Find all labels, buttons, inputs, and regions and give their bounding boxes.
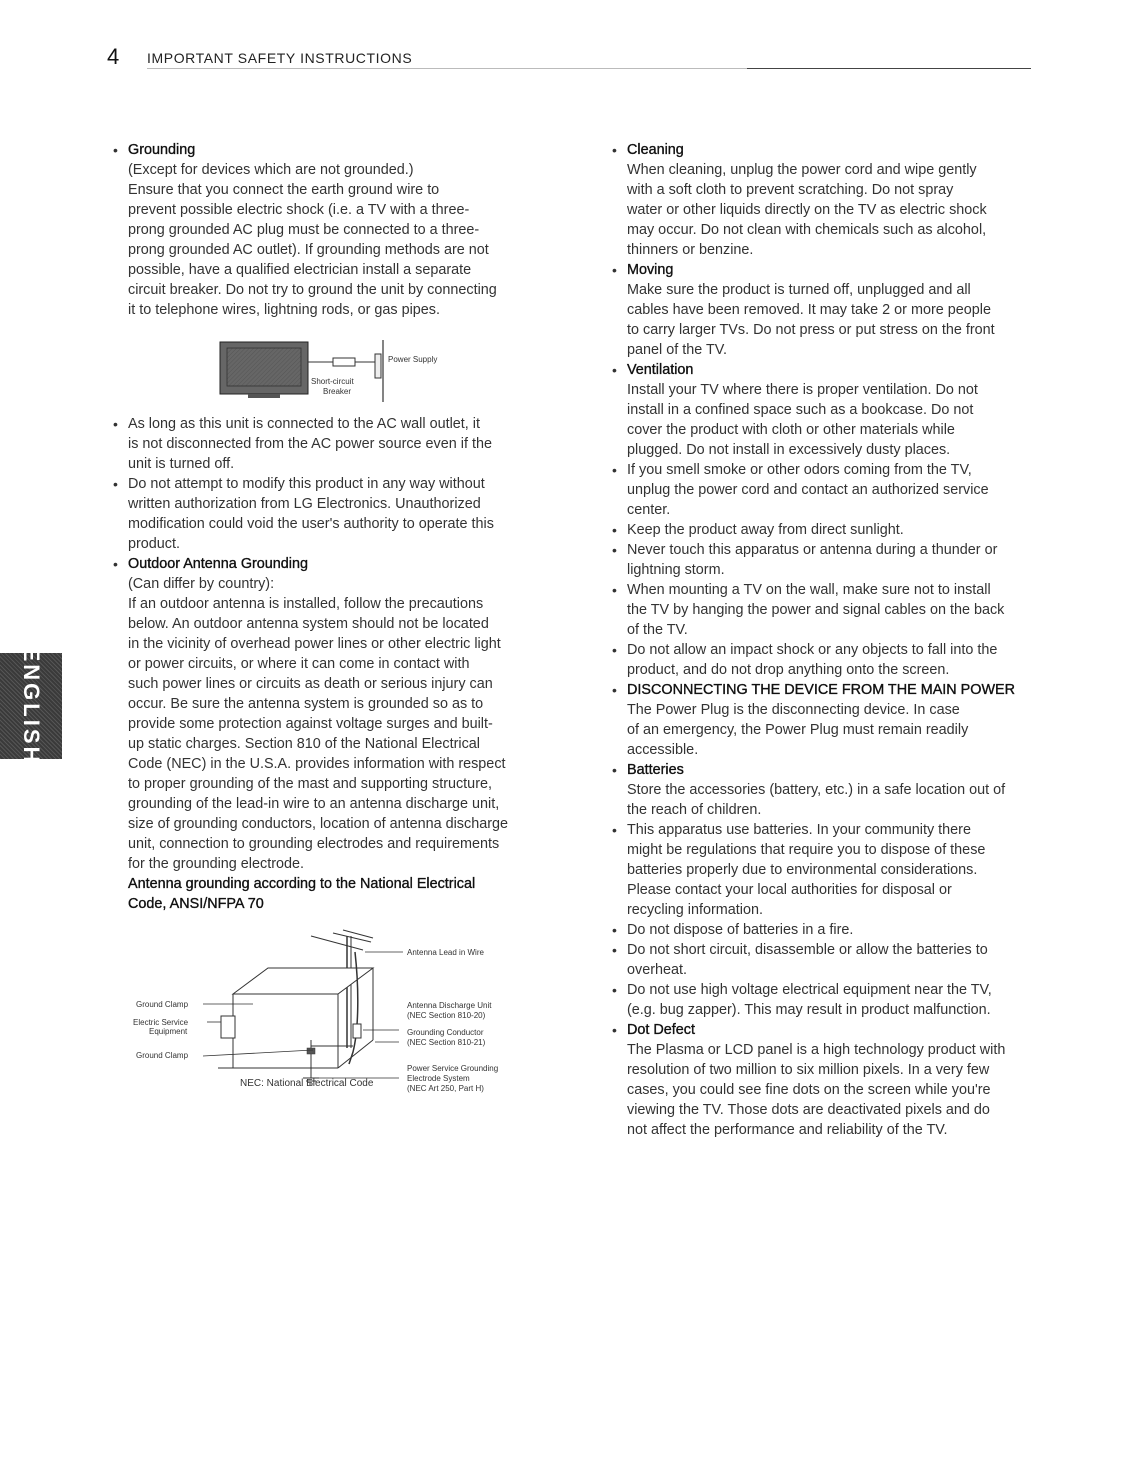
discharge-unit [353, 1024, 361, 1038]
regulations-note [612, 820, 1052, 920]
high-voltage-note [612, 980, 1052, 1020]
electrode-label: Power Service Grounding [407, 1064, 499, 1073]
fire-note [612, 920, 1052, 940]
service-box [221, 1016, 235, 1038]
text-line: for the grounding electrode. [128, 856, 305, 872]
text-line: (Can differ by country): [128, 576, 275, 592]
text-line: • Do not allow an impact shock or any objects to fall into the [627, 642, 998, 658]
text-line: written authorization from LG Electronics. Unauthorized [128, 496, 481, 512]
text-line: not affect the performance and reliability of the TV. [627, 1122, 948, 1138]
text-line: circuit breaker. Do not try to ground the unit by connecting [128, 282, 497, 298]
section-title: IMPORTANT SAFETY INSTRUCTIONS [147, 50, 413, 66]
breaker-label-2: Breaker [323, 387, 352, 396]
text-line: • As long as this unit is connected to the AC wall outlet, it [128, 416, 480, 432]
text-line: grounding of the lead-in wire to an antenna discharge unit, [128, 796, 500, 812]
conductor-label: (NEC Section 810-21) [407, 1038, 486, 1047]
text-line: • Do not use high voltage electrical equipment near the TV, [627, 982, 992, 998]
sunlight-note [612, 520, 1052, 540]
text-line: product. [128, 536, 180, 552]
text-line: • If you smell smoke or other odors coming from the TV, [627, 462, 972, 478]
language-tab [0, 646, 62, 766]
text-line: Make sure the product is turned off, unplugged and all [627, 282, 971, 298]
moving-section [612, 260, 1052, 360]
text-line: might be regulations that require you to dispose of these [627, 842, 986, 858]
breaker-icon [375, 354, 381, 378]
electrode-label: (NEC Art 250, Part H) [407, 1084, 484, 1093]
text-line: unit is turned off. [128, 456, 235, 472]
text-line: When cleaning, unplug the power cord and wipe gently [627, 162, 977, 178]
text-line: unplug the power cord and contact an authorized service [627, 482, 989, 498]
text-line: Ensure that you connect the earth ground wire to [128, 182, 440, 198]
text-line: provide some protection against voltage surges and built- [128, 716, 493, 732]
text-line: panel of the TV. [627, 342, 728, 358]
discharge-label: (NEC Section 810-20) [407, 1011, 486, 1020]
dot-defect-section [612, 1020, 1052, 1140]
text-line: center. [627, 502, 671, 518]
batteries-section [612, 760, 1052, 820]
text-line: product, and do not drop anything onto the screen. [627, 662, 950, 678]
text-line: with a soft cloth to prevent scratching. Do not spray [627, 182, 954, 198]
text-line: resolution of two million to six million pixels. In a very few [627, 1062, 990, 1078]
electric-service-label: Equipment [149, 1027, 188, 1036]
plug-icon [333, 358, 355, 366]
ventilation-section [612, 360, 1052, 460]
text-line: the reach of children. [627, 802, 762, 818]
right-column [612, 140, 1052, 1140]
text-line: Code (NEC) in the U.S.A. provides information with respect [128, 756, 506, 772]
text-line: Please contact your local authorities for disposal or [627, 882, 952, 898]
text-line: recycling information. [627, 902, 763, 918]
text-line: modification could void the user's authority to operate this [128, 516, 494, 532]
text-line: size of grounding conductors, location of antenna discharge [128, 816, 509, 832]
left-column [113, 140, 553, 1116]
antenna-grounding-diagram [113, 928, 553, 1116]
text-line: viewing the TV. Those dots are deactivated pixels and do [627, 1102, 990, 1118]
power-supply-label: Power Supply [388, 355, 438, 364]
text-line: The Power Plug is the disconnecting device. In case [627, 702, 960, 718]
batteries-title: • Batteries [627, 762, 684, 778]
text-line: prong grounded AC outlet). If grounding methods are not [128, 242, 489, 258]
text-line: such power lines or circuits as death or serious injury can [128, 676, 493, 692]
language-tab-label: ENGLISH [19, 646, 44, 766]
ac-outlet-note [113, 414, 553, 474]
text-line: prevent possible electric shock (i.e. a TV with a three- [128, 202, 470, 218]
grounding-figure [113, 340, 553, 406]
text-line: (e.g. bug zapper). This may result in product malfunction. [627, 1002, 991, 1018]
text-line: to proper grounding of the mast and supporting structure, [128, 776, 492, 792]
text-line: accessible. [627, 742, 699, 758]
text-line: thinners or benzine. [627, 242, 754, 258]
text-line: Install your TV where there is proper ventilation. Do not [627, 382, 978, 398]
text-line: If an outdoor antenna is installed, follow the precautions [128, 596, 484, 612]
text-line: occur. Be sure the antenna system is grounded so as to [128, 696, 484, 712]
text-line: batteries properly due to environmental considerations. [627, 862, 978, 878]
text-line: plugged. Do not install in excessively dusty places. [627, 442, 951, 458]
electrode-label: Electrode System [407, 1074, 470, 1083]
text-line: is not disconnected from the AC power source even if the [128, 436, 492, 452]
breaker-label-1: Short-circuit [311, 377, 354, 386]
text-line: the TV by hanging the power and signal cables on the back [627, 602, 1005, 618]
antenna-subheading: Antenna grounding according to the National Electrical [128, 876, 476, 892]
disconnect-section [612, 680, 1052, 760]
text-line: of an emergency, the Power Plug must remain readily [627, 722, 969, 738]
page-number: 4 [107, 44, 120, 69]
discharge-label: Antenna Discharge Unit [407, 1001, 492, 1010]
text-line: install in a confined space such as a bookcase. Do not [627, 402, 974, 418]
text-line: to carry larger TVs. Do not press or put stress on the front [627, 322, 995, 338]
wall-mount-note [612, 580, 1052, 640]
header-rule-accent [747, 68, 1031, 69]
text-line: • When mounting a TV on the wall, make sure not to install [627, 582, 991, 598]
text-line: may occur. Do not clean with chemicals such as alcohol, [627, 222, 987, 238]
grounding-diagram [113, 340, 553, 406]
text-line: prong grounded AC plug must be connected to a three- [128, 222, 480, 238]
conductor-label: Grounding Conductor [407, 1028, 484, 1037]
text-line: cables have been removed. It may take 2 or more people [627, 302, 991, 318]
text-line: cases, you could see fine dots on the screen while you're [627, 1082, 991, 1098]
text-line: of the TV. [627, 622, 688, 638]
thunder-note [612, 540, 1052, 580]
text-line: (Except for devices which are not grounded.) [128, 162, 414, 178]
text-line: up static charges. Section 810 of the National Electrical [128, 736, 480, 752]
text-line: or power circuits, or where it can come in contact with [128, 656, 470, 672]
nec-label: NEC: National Electrical Code [240, 1078, 374, 1089]
cleaning-section [612, 140, 1052, 260]
electric-service-label: Electric Service [133, 1018, 189, 1027]
house-roof [233, 968, 373, 994]
text-line: lightning storm. [627, 562, 725, 578]
ground-clamp-label: Ground Clamp [136, 1000, 189, 1009]
text-line: unit, connection to grounding electrodes and requirements [128, 836, 500, 852]
outdoor-antenna-section [113, 554, 553, 914]
text-line: • Keep the product away from direct sunlight. [627, 522, 904, 538]
impact-note [612, 640, 1052, 680]
text-line: cover the product with cloth or other materials while [627, 422, 955, 438]
antenna-lead-label: Antenna Lead in Wire [407, 948, 484, 957]
short-circuit-note [612, 940, 1052, 980]
ground-clamp-label: Ground Clamp [136, 1051, 189, 1060]
text-line: • Do not short circuit, disassemble or allow the batteries to [627, 942, 988, 958]
cleaning-title: • Cleaning [627, 142, 684, 158]
smoke-note [612, 460, 1052, 520]
antenna-subheading: Code, ANSI/NFPA 70 [128, 896, 264, 912]
text-line: it to telephone wires, lightning rods, or gas pipes. [128, 302, 440, 318]
moving-title: • Moving [627, 262, 674, 278]
text-line: • Never touch this apparatus or antenna during a thunder or [627, 542, 998, 558]
grounding-section [113, 140, 553, 320]
disconnect-title: • DISCONNECTING THE DEVICE FROM THE MAIN POWER [627, 682, 1016, 698]
dot-defect-title: • Dot Defect [627, 1022, 695, 1038]
antenna-grounding-figure [113, 928, 553, 1116]
text-line: below. An outdoor antenna system should not be located [128, 616, 489, 632]
grounding-title: • Grounding [128, 142, 196, 158]
text-line: • This apparatus use batteries. In your community there [627, 822, 971, 838]
modify-note [113, 474, 553, 554]
outdoor-antenna-title: • Outdoor Antenna Grounding [128, 556, 309, 572]
text-line: • Do not attempt to modify this product in any way without [128, 476, 485, 492]
text-line: overheat. [627, 962, 688, 978]
text-line: The Plasma or LCD panel is a high technology product with [627, 1042, 1006, 1058]
text-line: water or other liquids directly on the TV as electric shock [627, 202, 987, 218]
text-line: in the vicinity of overhead power lines or other electric light [128, 636, 501, 652]
text-line: • Do not dispose of batteries in a fire. [627, 922, 854, 938]
text-line: Store the accessories (battery, etc.) in a safe location out of [627, 782, 1006, 798]
page-header [107, 44, 1031, 72]
ventilation-title: • Ventilation [627, 362, 694, 378]
text-line: possible, have a qualified electrician install a separate [128, 262, 472, 278]
